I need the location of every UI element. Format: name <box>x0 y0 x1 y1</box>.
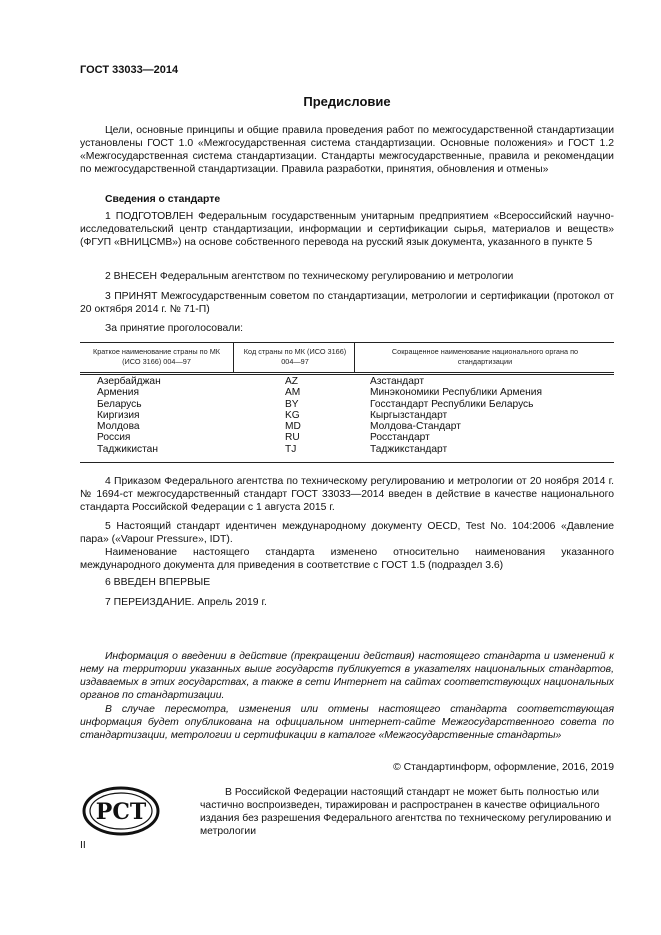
table-header-country: Краткое наименование страны по МК (ИСО 3166) 004—97 <box>92 347 221 366</box>
voting-table <box>80 342 614 464</box>
info-heading: Сведения о стандарте <box>105 194 221 205</box>
table-cell-code: BY <box>285 398 299 410</box>
code-column <box>285 376 301 455</box>
body-column <box>370 376 542 455</box>
standard-code: ГОСТ 33033—2014 <box>80 64 179 76</box>
table-cell-code: TJ <box>285 443 297 455</box>
table-cell-country: Армения <box>97 387 139 399</box>
table-cell-body: Росстандарт <box>370 432 430 444</box>
table-cell-body: Азстандарт <box>370 376 425 387</box>
table-cell-code: AZ <box>285 376 299 387</box>
table-cell-code: KG <box>285 409 300 421</box>
preface-title: Предисловие <box>303 94 391 109</box>
item-1: 1 ПОДГОТОВЛЕН Федеральным государственным унитарным предприятием «Всероссийский научно-исследовательский центр стандартизации, информации и сертификации сырья, материалов и веществ» (ФГУП «ВНИЦСМВ») на основе собственного перевода на русский язык документа, указанного в пункте 5 <box>80 211 614 248</box>
table-cell-body: Минэкономики Республики Армения <box>370 387 542 399</box>
voted-label: За принятие проголосовали: <box>105 323 244 334</box>
copyright: © Стандартинформ, оформление, 2016, 2019 <box>393 762 614 773</box>
table-cell-body: Молдова-Стандарт <box>370 421 461 433</box>
table-cell-body: Госстандарт Республики Беларусь <box>370 398 534 410</box>
table-header-code: Код страны по МК (ИСО 3166) 004—97 <box>243 347 347 366</box>
country-column <box>97 376 161 455</box>
table-cell-code: RU <box>285 432 300 444</box>
item-5: 5 Настоящий стандарт идентичен международному документу OECD, Test No. 104:2006 «Давление пара» («Vapour Pressure», IDT). <box>80 521 614 545</box>
table-cell-country: Беларусь <box>97 398 142 410</box>
item-4: 4 Приказом Федерального агентства по техническому регулированию и метрологии от 20 ноября 2014 г. № 1694-ст межгосударственный стандарт ГОСТ 33033—2014 введен в действие в качестве национального стандарта Российской Федерации с 1 августа 2015 г. <box>80 476 614 513</box>
table-cell-code: MD <box>285 421 301 433</box>
item-5-note: Наименование настоящего стандарта изменено относительно наименования указанного международного документа для приведения в соответствие с ГОСТ 1.5 (подраздел 3.6) <box>80 547 614 571</box>
reproduction-notice: В Российской Федерации настоящий стандарт не может быть полностью или частично воспроизведен, тиражирован и распространен в качестве официального издания без разрешения Федерального агентства по техническому регулированию и метрологии <box>200 787 612 837</box>
table-cell-body: Кыргызстандарт <box>370 409 448 421</box>
info-note: Информация о введении в действие (прекращении действия) настоящего стандарта и изменений к нему на территории указанных выше государств публикуется в указателях национальных стандартов, издаваемых в этих государствах, а также в сети Интернет на сайтах соответствующих национальных органов по стандартизации. <box>80 651 614 701</box>
table-cell-country: Киргизия <box>97 409 140 421</box>
item-3: 3 ПРИНЯТ Межгосударственным советом по стандартизации, метрологии и сертификации (протокол от 20 октября 2014 г. № 71-П) <box>80 291 614 315</box>
svg-text:РСТ: РСТ <box>95 799 147 825</box>
item-7: 7 ПЕРЕИЗДАНИЕ. Апрель 2019 г. <box>105 597 267 608</box>
table-cell-body: Таджикстандарт <box>370 443 448 455</box>
preface-intro: Цели, основные принципы и общие правила проведения работ по межгосударственной стандартизации установлены ГОСТ 1.0 «Межгосударственная система стандартизации. Основные положения» и ГОСТ 1.2 «Межгосударственная система стандартизации. Стандарты межгосударственные, правила и рекомендации по межгосударственной стандартизации. Правила разработки, принятия, обновления и отмены» <box>80 125 614 175</box>
table-cell-country: Азербайджан <box>97 376 161 387</box>
table-cell-country: Россия <box>97 432 131 444</box>
item-2: 2 ВНЕСЕН Федеральным агентством по техническому регулированию и метрологии <box>105 271 514 282</box>
rst-logo-icon <box>82 786 160 836</box>
table-cell-country: Таджикистан <box>97 443 158 455</box>
table-cell-code: AM <box>285 387 301 399</box>
table-cell-country: Молдова <box>97 421 140 433</box>
table-header-body: Сокращенное наименование национального органа по стандартизации <box>391 347 579 366</box>
item-6: 6 ВВЕДЕН ВПЕРВЫЕ <box>105 577 211 588</box>
revision-note: В случае пересмотра, изменения или отмены настоящего стандарта соответствующая информация будет опубликована на официальном интернет-сайте Межгосударственного совета по стандартизации, метрологии и сертификации в каталоге «Межгосударственные стандарты» <box>80 704 614 741</box>
page-number: II <box>80 840 86 851</box>
